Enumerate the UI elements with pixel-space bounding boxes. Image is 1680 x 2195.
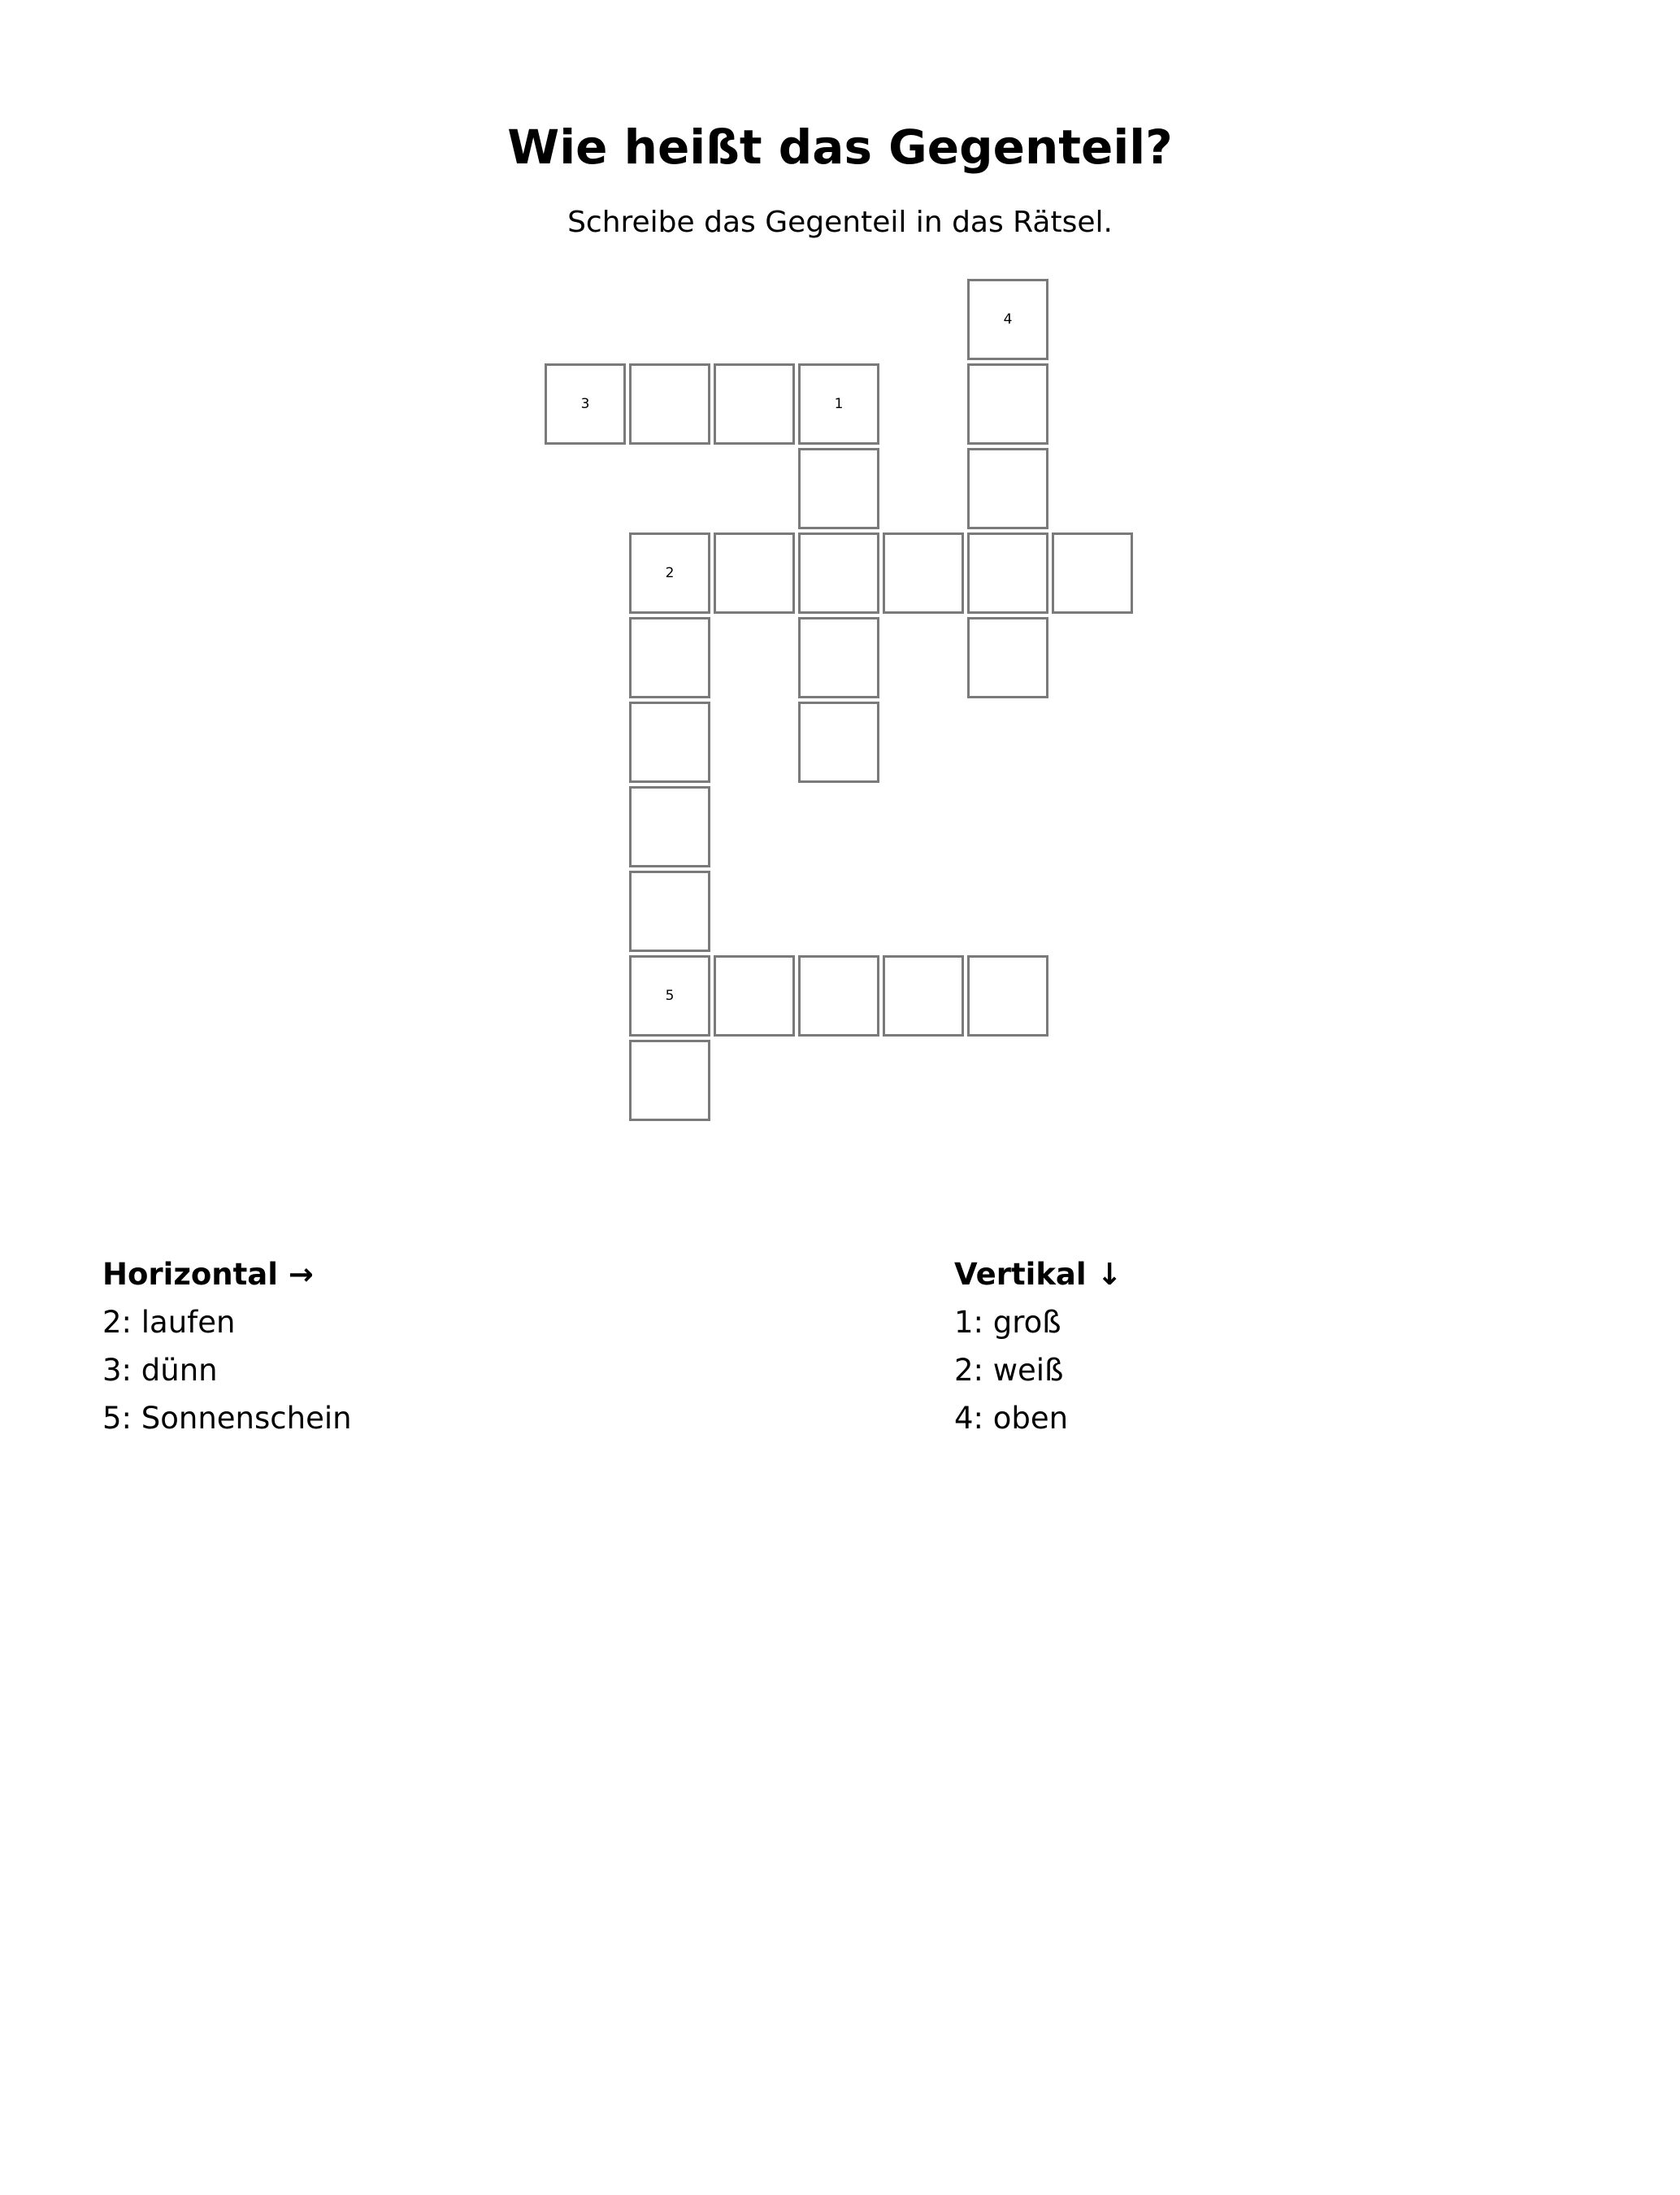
clue-down-item: 4: oben [954, 1401, 1069, 1436]
clues-down [954, 1250, 1122, 1442]
crossword-cell[interactable] [798, 448, 879, 529]
crossword-cell[interactable] [714, 363, 795, 445]
cell-number: 2 [665, 565, 675, 581]
clue-across-item: 3: dünn [102, 1353, 218, 1388]
crossword-cell[interactable] [545, 363, 626, 445]
crossword-cell[interactable] [629, 1040, 710, 1121]
crossword-cell[interactable] [798, 363, 879, 445]
clues-across [102, 1250, 352, 1442]
cell-number: 5 [665, 988, 675, 1004]
crossword-cell[interactable] [714, 532, 795, 614]
crossword-cell[interactable] [629, 955, 710, 1037]
crossword-cell[interactable] [629, 532, 710, 614]
clues-across-heading: Horizontal → [102, 1257, 314, 1292]
page-title: Wie heißt das Gegenteil? [507, 120, 1173, 175]
crossword-cell[interactable] [798, 617, 879, 698]
crossword-cell[interactable] [798, 532, 879, 614]
crossword-cell[interactable] [714, 955, 795, 1037]
clues-across-list [102, 1298, 352, 1442]
clues-down-list [954, 1298, 1122, 1442]
crossword-cell[interactable] [1052, 532, 1133, 614]
crossword-cell[interactable] [629, 702, 710, 783]
crossword-cell[interactable] [629, 363, 710, 445]
crossword-cell[interactable] [967, 448, 1048, 529]
crossword-cell[interactable] [798, 702, 879, 783]
crossword-cell[interactable] [967, 617, 1048, 698]
crossword-cell[interactable] [883, 532, 964, 614]
crossword-cell[interactable] [798, 955, 879, 1037]
clue-down-item: 2: weiß [954, 1353, 1064, 1388]
crossword-cell[interactable] [883, 955, 964, 1037]
crossword-cell[interactable] [629, 871, 710, 952]
cell-number: 3 [580, 396, 590, 412]
clues-down-heading: Vertikal ↓ [954, 1257, 1122, 1292]
crossword-cell[interactable] [967, 279, 1048, 360]
crossword-cell[interactable] [967, 363, 1048, 445]
crossword-cell[interactable] [967, 955, 1048, 1037]
instruction-text: Schreibe das Gegenteil in das Rätsel. [567, 206, 1113, 239]
crossword-cell[interactable] [629, 617, 710, 698]
clue-down-item: 1: groß [954, 1305, 1061, 1340]
cell-number: 1 [834, 396, 844, 412]
clue-across-item: 2: laufen [102, 1305, 236, 1340]
clue-across-item: 5: Sonnenschein [102, 1401, 352, 1436]
crossword-cell[interactable] [629, 786, 710, 867]
crossword-cell[interactable] [967, 532, 1048, 614]
cell-number: 4 [1003, 311, 1013, 328]
